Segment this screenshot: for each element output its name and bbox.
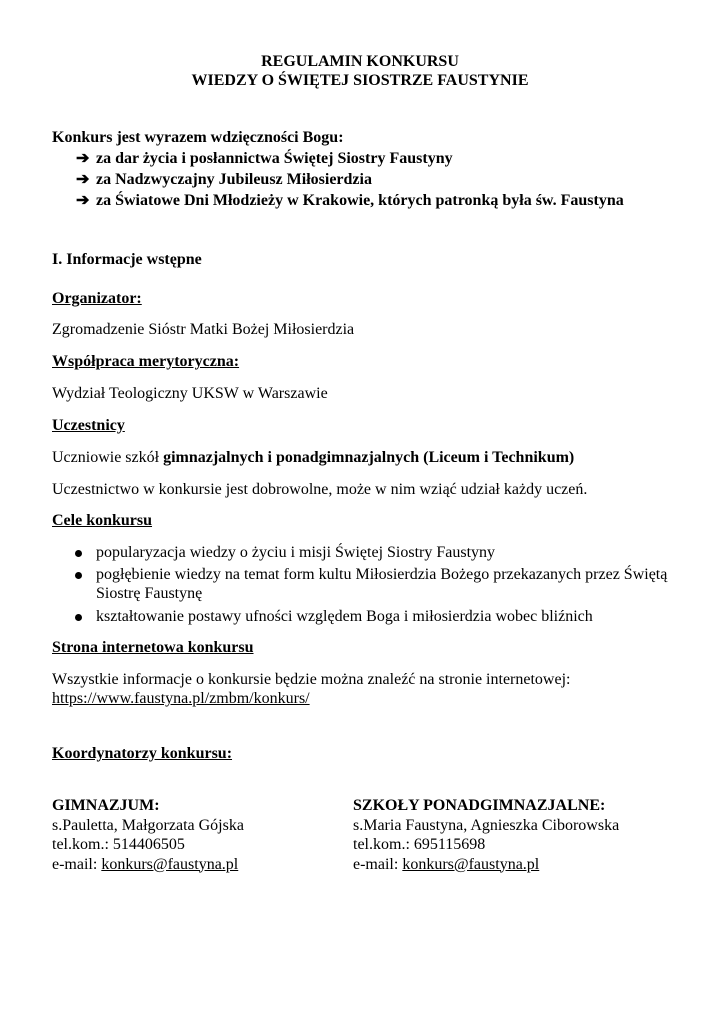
coordinator-email-line bbox=[353, 855, 619, 875]
email-label: e-mail: bbox=[353, 855, 403, 873]
cooperation-value: Wydział Teologiczny UKSW w Warszawie bbox=[52, 385, 328, 402]
intro-heading: Konkurs jest wyrazem wdzięczności Bogu: bbox=[52, 129, 344, 146]
intro-item bbox=[76, 169, 372, 189]
bullet-icon bbox=[75, 550, 82, 557]
goal-text: popularyzacja wiedzy o życiu i misji Świętej Siostry Faustyny bbox=[96, 544, 496, 561]
intro-item-text: za dar życia i posłannictwa Świętej Siostry Faustyny bbox=[96, 150, 453, 167]
arrow-right-icon: ➔ bbox=[76, 192, 90, 209]
coordinator-phone: tel.kom.: 514406505 bbox=[52, 836, 185, 853]
website-text: Wszystkie informacje o konkursie będzie można znaleźć na stronie internetowej: bbox=[52, 671, 571, 688]
website-link-line bbox=[52, 690, 310, 708]
participants-label: Uczestnicy bbox=[52, 417, 125, 434]
goal-text: pogłębienie wiedzy na temat form kultu Miłosierdzia Bożego przekazanych przez Świętą Siostrę Faustynę bbox=[96, 566, 668, 602]
coordinator-heading: GIMNAZJUM: bbox=[52, 797, 160, 814]
document-title-line-2: WIEDZY O ŚWIĘTEJ SIOSTRZE FAUSTYNIE bbox=[191, 72, 529, 89]
coordinator-heading: SZKOŁY PONADGIMNAZJALNE: bbox=[353, 797, 606, 814]
participants-description bbox=[52, 449, 574, 467]
coordinator-email-link[interactable]: konkurs@faustyna.pl bbox=[402, 855, 540, 873]
participants-schools: gimnazjalnych i ponadgimnazjalnych (Liceum i Technikum) bbox=[163, 449, 575, 466]
organizer-value: Zgromadzenie Sióstr Matki Bożej Miłosierdzia bbox=[52, 321, 355, 338]
website-link[interactable]: https://www.faustyna.pl/zmbm/konkurs/ bbox=[52, 690, 310, 707]
intro-item bbox=[76, 148, 453, 168]
goal-item bbox=[52, 543, 672, 562]
participation-note: Uczestnictwo w konkursie jest dobrowolne, może w nim wziąć udział każdy uczeń. bbox=[52, 481, 588, 498]
coordinator-phone: tel.kom.: 695115698 bbox=[353, 836, 486, 853]
coordinator-names: s.Maria Faustyna, Agnieszka Ciborowska bbox=[353, 816, 620, 834]
cooperation-label: Współpraca merytoryczna: bbox=[52, 353, 240, 370]
goals-list bbox=[52, 543, 672, 629]
coordinator-email-line bbox=[52, 855, 244, 875]
goals-label: Cele konkursu bbox=[52, 512, 153, 529]
section-heading: I. Informacje wstępne bbox=[52, 251, 202, 268]
coordinators-label: Koordynatorzy konkursu: bbox=[52, 745, 233, 762]
intro-item bbox=[76, 190, 624, 210]
arrow-right-icon: ➔ bbox=[76, 150, 90, 167]
bullet-icon bbox=[75, 572, 82, 579]
coordinator-email-link[interactable]: konkurs@faustyna.pl bbox=[101, 855, 239, 873]
goal-item bbox=[52, 565, 672, 603]
arrow-right-icon: ➔ bbox=[76, 171, 90, 188]
intro-item-text: za Światowe Dni Młodzieży w Krakowie, których patronką była św. Faustyna bbox=[96, 192, 624, 209]
coordinator-gimnazjum bbox=[52, 796, 244, 874]
bullet-icon bbox=[75, 614, 82, 621]
document-title-line-1: REGULAMIN KONKURSU bbox=[261, 53, 459, 70]
coordinator-ponadgimnazjalne bbox=[353, 796, 619, 874]
email-label: e-mail: bbox=[52, 855, 102, 873]
participants-prefix: Uczniowie szkół bbox=[52, 449, 164, 466]
website-label: Strona internetowa konkursu bbox=[52, 639, 254, 656]
goal-item bbox=[52, 607, 672, 626]
coordinator-names: s.Pauletta, Małgorzata Gójska bbox=[52, 816, 244, 834]
intro-item-text: za Nadzwyczajny Jubileusz Miłosierdzia bbox=[96, 171, 372, 188]
organizer-label: Organizator: bbox=[52, 290, 142, 307]
goal-text: kształtowanie postawy ufności względem Boga i miłosierdzia wobec bliźnich bbox=[96, 608, 593, 625]
